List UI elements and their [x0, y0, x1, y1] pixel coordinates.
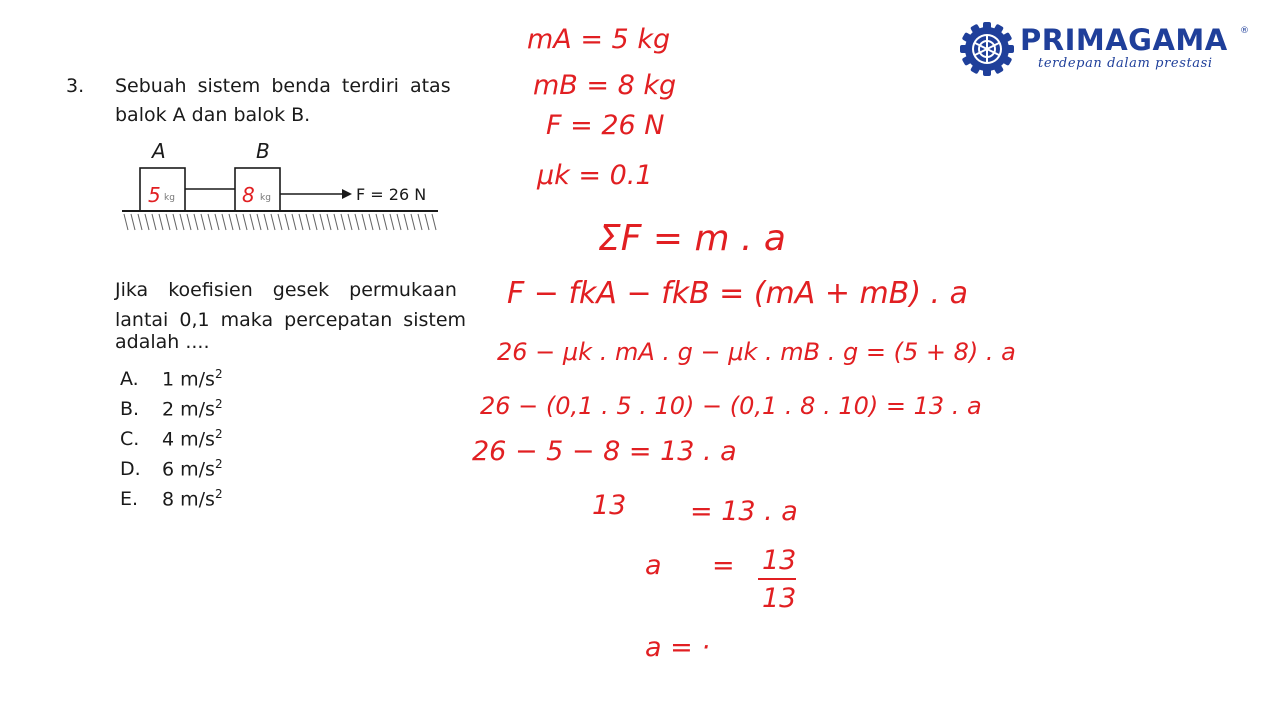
equation-substituted-symbols: 26 − μk . mA . g − μk . mB . g = (5 + 8) . a: [497, 338, 1016, 366]
question-text-line-1: Sebuah sistem benda terdiri atas: [115, 75, 451, 97]
fraction-numerator: 13: [762, 545, 797, 576]
block-b-label: B: [256, 139, 270, 163]
final-answer-line: a = ·: [645, 632, 710, 663]
given-mass-a: mA = 5 kg: [527, 24, 671, 55]
question-text-line-5: adalah ....: [115, 331, 210, 353]
block-a-label: A: [152, 139, 166, 163]
equation-forces: F − fkA − fkB = (mA + mB) . a: [507, 276, 969, 311]
option-value: 2 m/s: [162, 398, 215, 421]
question-number: 3.: [66, 75, 85, 97]
option-value: 4 m/s: [162, 428, 215, 451]
block-b-unit: kg: [260, 193, 271, 203]
given-force: F = 26 N: [546, 110, 665, 141]
option-letter: D.: [120, 458, 141, 481]
block-a-mass: 5: [148, 183, 161, 207]
option-exponent: 2: [214, 457, 223, 471]
option-letter: B.: [120, 398, 140, 421]
given-mass-b: mB = 8 kg: [533, 70, 677, 101]
option-letter: A.: [120, 368, 139, 391]
option-exponent: 2: [214, 487, 223, 501]
brand-name: PRIMAGAMA: [1020, 23, 1228, 57]
option-letter: E.: [120, 488, 139, 511]
block-a-unit: kg: [164, 193, 175, 203]
registered-mark: ®: [1240, 26, 1249, 36]
option-exponent: 2: [214, 427, 223, 441]
block-b-mass: 8: [242, 183, 255, 207]
question-text-line-3: Jika koefisien gesek permukaan: [115, 279, 457, 301]
option-exponent: 2: [214, 397, 223, 411]
equation-substituted-values: 26 − (0,1 . 5 . 10) − (0,1 . 8 . 10) = 13 . a: [480, 392, 982, 420]
fraction-bar: [758, 578, 796, 580]
equation-result-right: = 13 . a: [690, 496, 798, 527]
option-letter: C.: [120, 428, 140, 451]
given-friction-coefficient: μk = 0.1: [537, 160, 653, 191]
equation-solve-a-variable: a: [645, 550, 662, 581]
option-exponent: 2: [214, 367, 223, 381]
force-label: F = 26 N: [356, 185, 427, 204]
equation-solve-a-equals: =: [712, 550, 735, 581]
equation-result-left: 13: [592, 490, 627, 521]
brand-tagline: terdepan dalam prestasi: [1038, 56, 1213, 71]
equation-simplified: 26 − 5 − 8 = 13 . a: [472, 436, 737, 467]
option-value: 1 m/s: [162, 368, 215, 391]
question-text-line-4: lantai 0,1 maka percepatan sistem: [115, 309, 467, 331]
option-value: 6 m/s: [162, 458, 215, 481]
option-value: 8 m/s: [162, 488, 215, 511]
fraction-denominator: 13: [762, 583, 797, 614]
question-text-line-2: balok A dan balok B.: [115, 104, 311, 126]
equation-newton-second-law: ΣF = m . a: [598, 218, 786, 259]
